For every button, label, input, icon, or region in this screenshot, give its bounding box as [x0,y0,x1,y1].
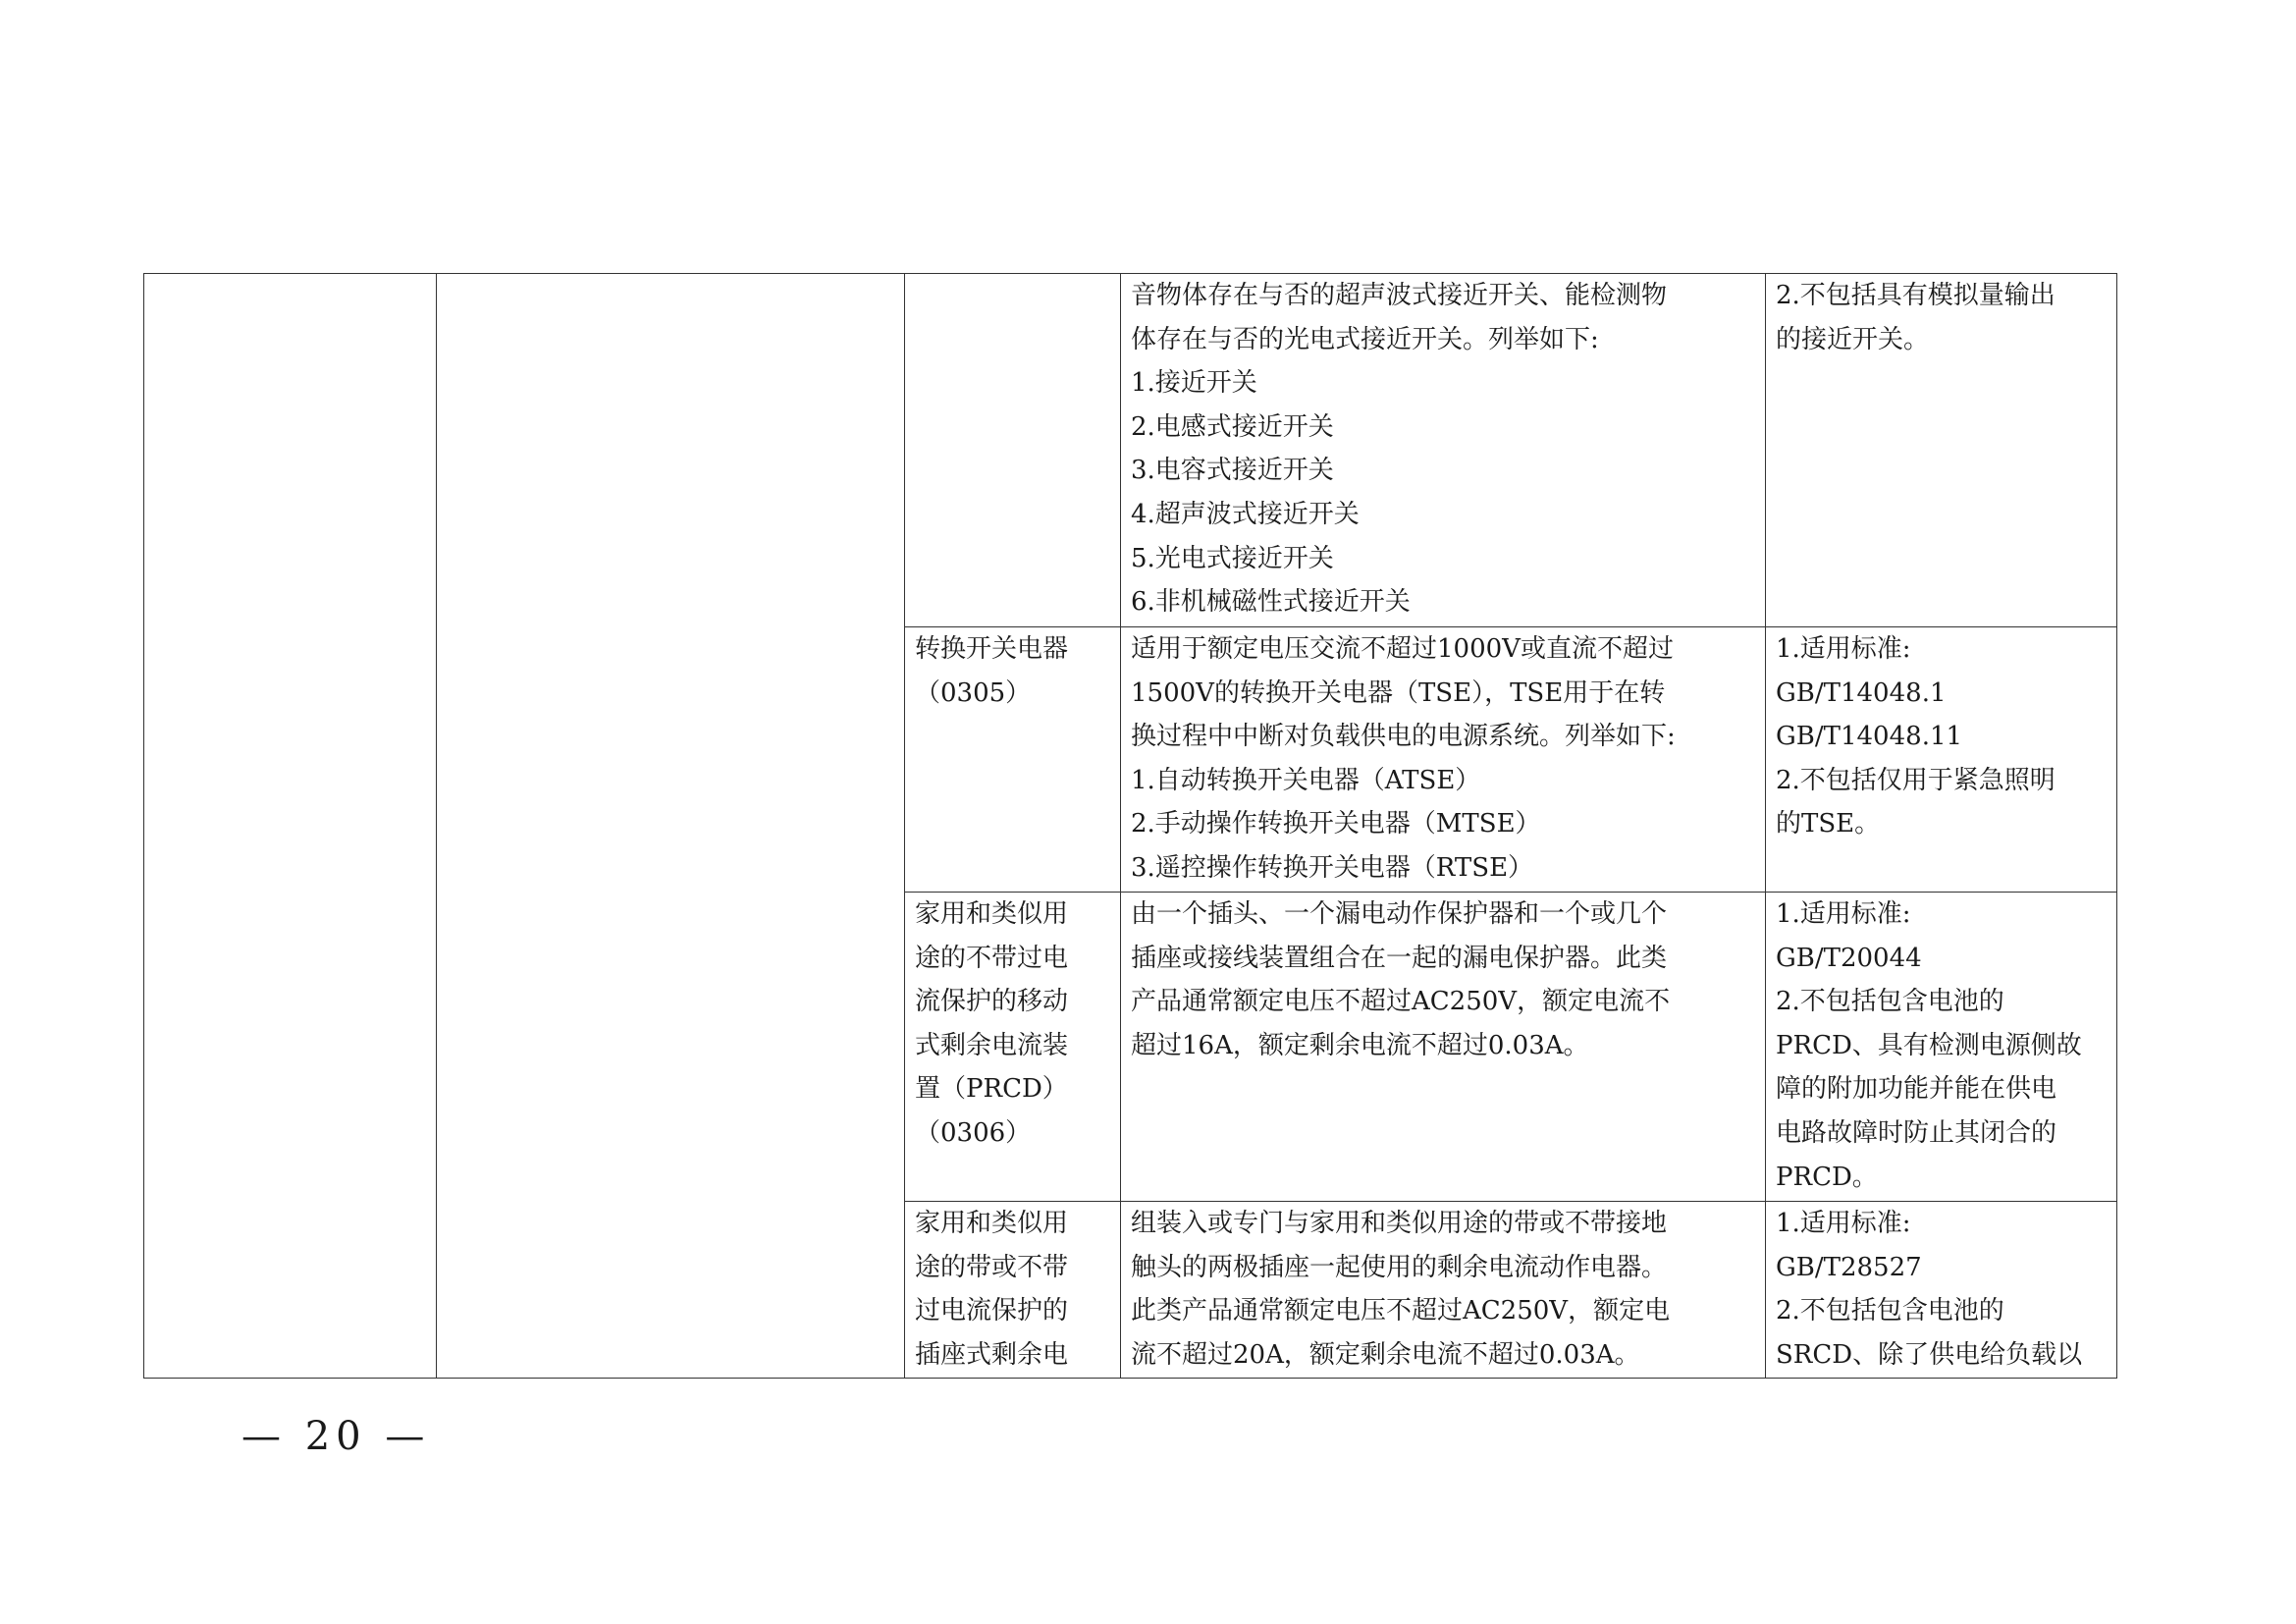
notes-line: 2.不包括具有模拟量输出 [1776,281,2056,310]
notes-line: 的接近开关。 [1776,324,1930,354]
description-line: 由一个插头、一个漏电动作保护器和一个或几个 [1131,899,1668,929]
description-line: 5.光电式接近开关 [1131,543,1334,573]
product-catalog-table [143,273,2117,1379]
notes-line: 1.适用标准: [1776,1209,1911,1238]
product-name-line: 途的带或不带 [915,1252,1069,1282]
product-name-line: 转换开关电器 [915,634,1069,664]
category-cell [144,274,437,1379]
notes-line: 2.不包括包含电池的 [1776,1296,2004,1326]
page-number: — 20 — [241,1414,431,1459]
notes-line: SRCD、除了供电给负载以 [1776,1339,2083,1370]
description-line: 体存在与否的光电式接近开关。列举如下: [1131,324,1599,354]
notes-line: 1.适用标准: [1776,899,1911,929]
subcategory-cell [437,274,905,1379]
description-line: 音物体存在与否的超声波式接近开关、能检测物 [1131,281,1668,310]
product-name-line: 插座式剩余电 [915,1339,1069,1370]
description-cell [1121,627,1766,893]
table-row [144,274,2117,627]
description-line: 流不超过20A，额定剩余电流不超过0.03A。 [1131,1339,1640,1370]
notes-cell [1766,274,2117,627]
product-name-line: 式剩余电流装 [915,1030,1069,1060]
description-line: 2.手动操作转换开关电器（MTSE） [1131,809,1541,839]
description-line: 此类产品通常额定电压不超过AC250V，额定电 [1131,1296,1671,1326]
description-line: 1.接近开关 [1131,368,1257,399]
notes-cell [1766,627,2117,893]
product-name-line: 置（PRCD） [915,1074,1068,1105]
notes-line: PRCD、具有检测电源侧故 [1776,1030,2082,1060]
notes-line: 2.不包括包含电池的 [1776,987,2004,1017]
notes-line: 的TSE。 [1776,809,1881,839]
description-line: 触头的两极插座一起使用的剩余电流动作电器。 [1131,1252,1668,1282]
product-name-line: 过电流保护的 [915,1296,1069,1326]
description-line: 4.超声波式接近开关 [1131,499,1360,529]
description-line: 1.自动转换开关电器（ATSE） [1131,765,1481,795]
product-name-cell [905,1202,1121,1379]
notes-line: GB/T20044 [1776,943,1922,973]
description-line: 3.遥控操作转换开关电器（RTSE） [1131,852,1534,883]
notes-line: GB/T14048.1 [1776,677,1947,708]
description-cell [1121,893,1766,1202]
product-name-cell [905,274,1121,627]
description-line: 产品通常额定电压不超过AC250V，额定电流不 [1131,987,1671,1017]
description-cell [1121,274,1766,627]
product-name-cell [905,627,1121,893]
notes-line: GB/T14048.11 [1776,722,1963,752]
description-line: 插座或接线装置组合在一起的漏电保护器。此类 [1131,943,1668,973]
notes-line: GB/T28527 [1776,1252,1922,1282]
description-line: 超过16A，额定剩余电流不超过0.03A。 [1131,1030,1589,1060]
description-line: 适用于额定电压交流不超过1000V或直流不超过 [1131,634,1674,664]
product-name-line: （0306） [915,1117,1032,1148]
product-name-line: 途的不带过电 [915,943,1069,973]
product-name-line: （0305） [915,677,1032,708]
description-line: 2.电感式接近开关 [1131,411,1334,442]
product-name-line: 家用和类似用 [915,1209,1069,1238]
description-line: 6.非机械磁性式接近开关 [1131,587,1411,618]
description-cell [1121,1202,1766,1379]
product-name-line: 流保护的移动 [915,987,1069,1017]
notes-cell [1766,1202,2117,1379]
notes-line: PRCD。 [1776,1162,1878,1192]
notes-line: 2.不包括仅用于紧急照明 [1776,765,2056,795]
notes-line: 1.适用标准: [1776,634,1911,664]
description-line: 3.电容式接近开关 [1131,456,1334,486]
notes-line: 障的附加功能并能在供电 [1776,1074,2057,1105]
notes-cell [1766,893,2117,1202]
product-name-line: 家用和类似用 [915,899,1069,929]
notes-line: 电路故障时防止其闭合的 [1776,1117,2057,1148]
description-line: 换过程中中断对负载供电的电源系统。列举如下: [1131,722,1676,752]
product-name-cell [905,893,1121,1202]
description-line: 1500V的转换开关电器（TSE），TSE用于在转 [1131,677,1666,708]
description-line: 组装入或专门与家用和类似用途的带或不带接地 [1131,1209,1668,1238]
